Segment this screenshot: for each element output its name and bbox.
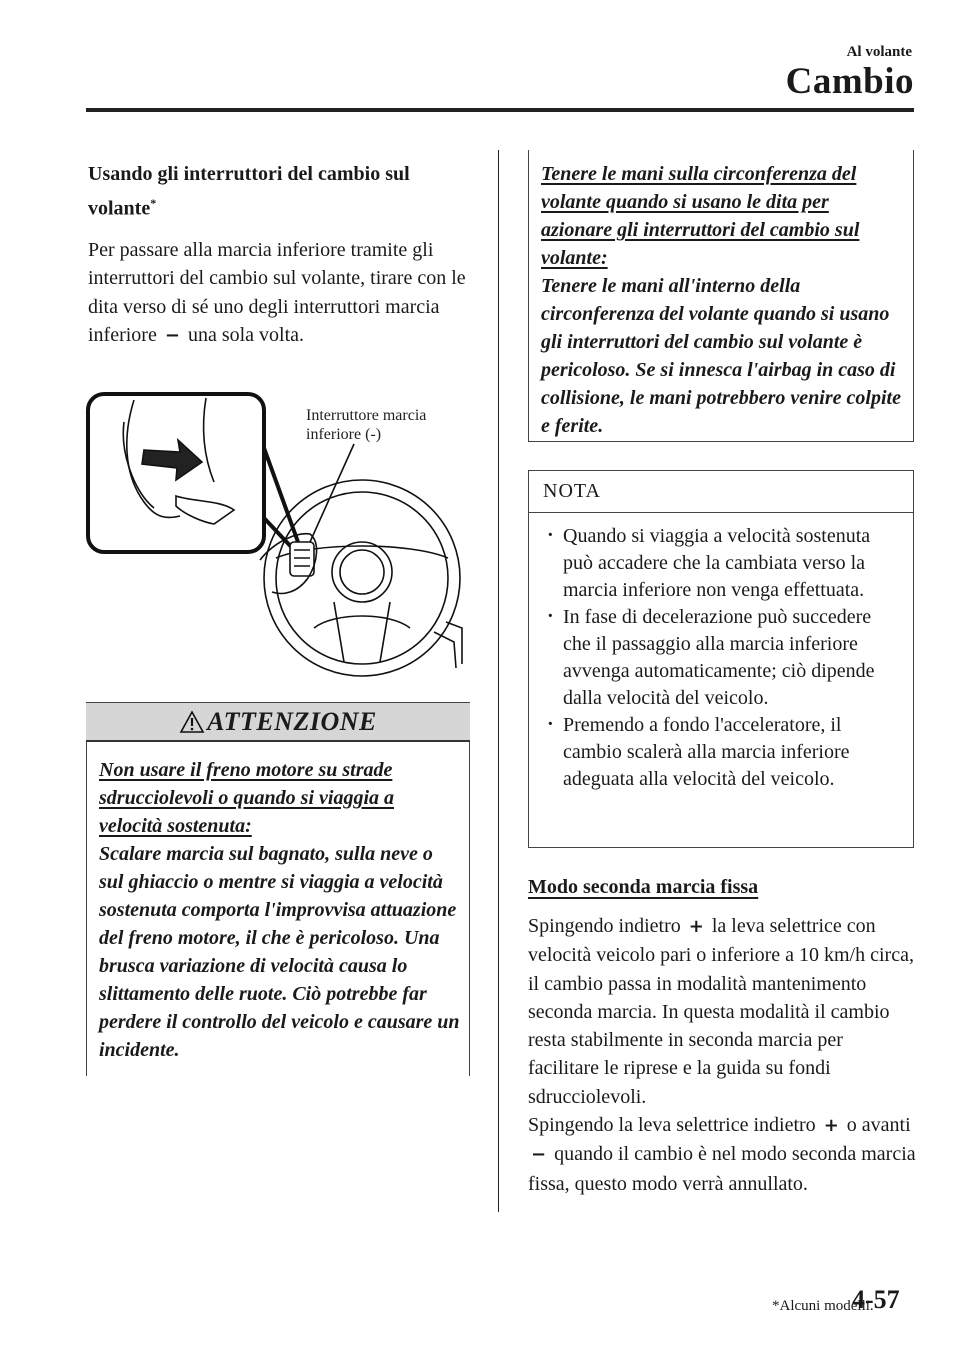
warning-header bbox=[86, 702, 470, 742]
warning-title: ATTENZIONE bbox=[207, 706, 377, 736]
mode-text-1a: Spingendo indietro bbox=[528, 915, 681, 937]
warning-box bbox=[86, 702, 470, 1076]
list-item: · Quando si viaggia a velocità sostenuta può accadere che la cambiata verso la marcia inferiore non venga effettuata. bbox=[543, 523, 903, 604]
warning-underlined-3: velocità sostenuta: bbox=[99, 815, 252, 837]
warning-cont-underlined-1: Tenere le mani sulla circonferenza del bbox=[541, 163, 857, 185]
list-item: · Premendo a fondo l'acceleratore, il cambio scalerà alla marcia inferiore adeguata alla velocità del veicolo. bbox=[543, 712, 903, 793]
warning-underlined-1: Non usare il freno motore su strade bbox=[99, 759, 393, 781]
warning-continued-body bbox=[541, 160, 905, 440]
subsection-heading bbox=[88, 160, 470, 224]
subsection-heading-text: Usando gli interruttori del cambio sul volante bbox=[88, 163, 410, 220]
warning-box-continued bbox=[528, 150, 914, 442]
plus-icon: + bbox=[688, 916, 704, 937]
illustration-callout bbox=[306, 406, 426, 444]
header-rule bbox=[86, 108, 914, 112]
note-title: NOTA bbox=[543, 480, 601, 502]
body-text-a: Per passare alla marcia inferiore tramite gli interruttori del cambio sul volante, tirare con le dita verso di sé uno degli interruttori marcia inferiore bbox=[88, 238, 466, 347]
callout-line-1: Interruttore marcia bbox=[306, 407, 427, 424]
page-number: 4-57 bbox=[852, 1285, 900, 1314]
mode-heading: Modo seconda marcia fissa bbox=[528, 876, 759, 898]
footnote-marker: * bbox=[150, 196, 157, 210]
minus-icon: − bbox=[164, 325, 180, 347]
body-text-b: una sola volta. bbox=[187, 324, 305, 347]
mode-text-2b: o avanti bbox=[846, 1114, 911, 1137]
note-box bbox=[528, 470, 914, 848]
footnote: *Alcuni modelli. bbox=[772, 1298, 874, 1314]
mode-text-1b: la leva selettrice con velocità veicolo pari o inferiore a 10 km/h circa, il cambio passa in modalità mantenimento seconda marcia. In questa modalità il cambio resta stabilmente in seconda marcia per facilitare le riprese e la guida su fondi sdrucciolevoli. bbox=[528, 915, 914, 1108]
warning-text: Scalare marcia sul bagnato, sulla neve o sul ghiaccio o mentre si viaggia a velocità sostenuta comporta l'improvvisa attuazione del freno motore, il che è pericoloso. Una brusca variazione di velocità causa lo slittamento delle ruote. Ciò potrebbe far perdere il controllo del veicolo e causare un incidente. bbox=[99, 843, 460, 1061]
note-list bbox=[543, 523, 903, 793]
body-paragraph bbox=[88, 236, 470, 351]
callout-line-2: inferiore (-) bbox=[306, 426, 382, 443]
column-divider bbox=[498, 150, 499, 1212]
plus-icon: + bbox=[823, 1115, 839, 1137]
warning-triangle-icon bbox=[179, 710, 205, 734]
warning-cont-text: Tenere le mani all'interno della circonferenza del volante quando si usano gli interruttori del cambio sul volante è pericoloso. Se si innesca l'airbag in caso di collisione, le mani potrebbero venire colpite e ferite. bbox=[541, 275, 901, 437]
left-column bbox=[88, 160, 470, 351]
warning-body bbox=[99, 756, 461, 1064]
mode-text-2a: Spingendo la leva selettrice indietro bbox=[528, 1114, 816, 1137]
warning-cont-underlined-4: volante: bbox=[541, 247, 608, 269]
mode-paragraph bbox=[528, 912, 916, 1198]
page-title: Cambio bbox=[785, 61, 914, 102]
minus-icon: − bbox=[531, 1144, 547, 1166]
section-label: Al volante bbox=[846, 44, 912, 60]
warning-cont-underlined-3: azionare gli interruttori del cambio sul bbox=[541, 219, 860, 241]
note-header bbox=[529, 471, 913, 513]
warning-cont-underlined-2: volante quando si usano le dita per bbox=[541, 191, 829, 213]
list-item: · In fase di decelerazione può succedere che il passaggio alla marcia inferiore avvenga automaticamente; ciò dipende dalla velocità del veicolo. bbox=[543, 604, 903, 712]
warning-underlined-2: sdrucciolevoli o quando si viaggia a bbox=[99, 787, 394, 809]
mode-text-2c: quando il cambio è nel modo seconda marcia fissa, questo modo verrà annullato. bbox=[528, 1143, 916, 1195]
